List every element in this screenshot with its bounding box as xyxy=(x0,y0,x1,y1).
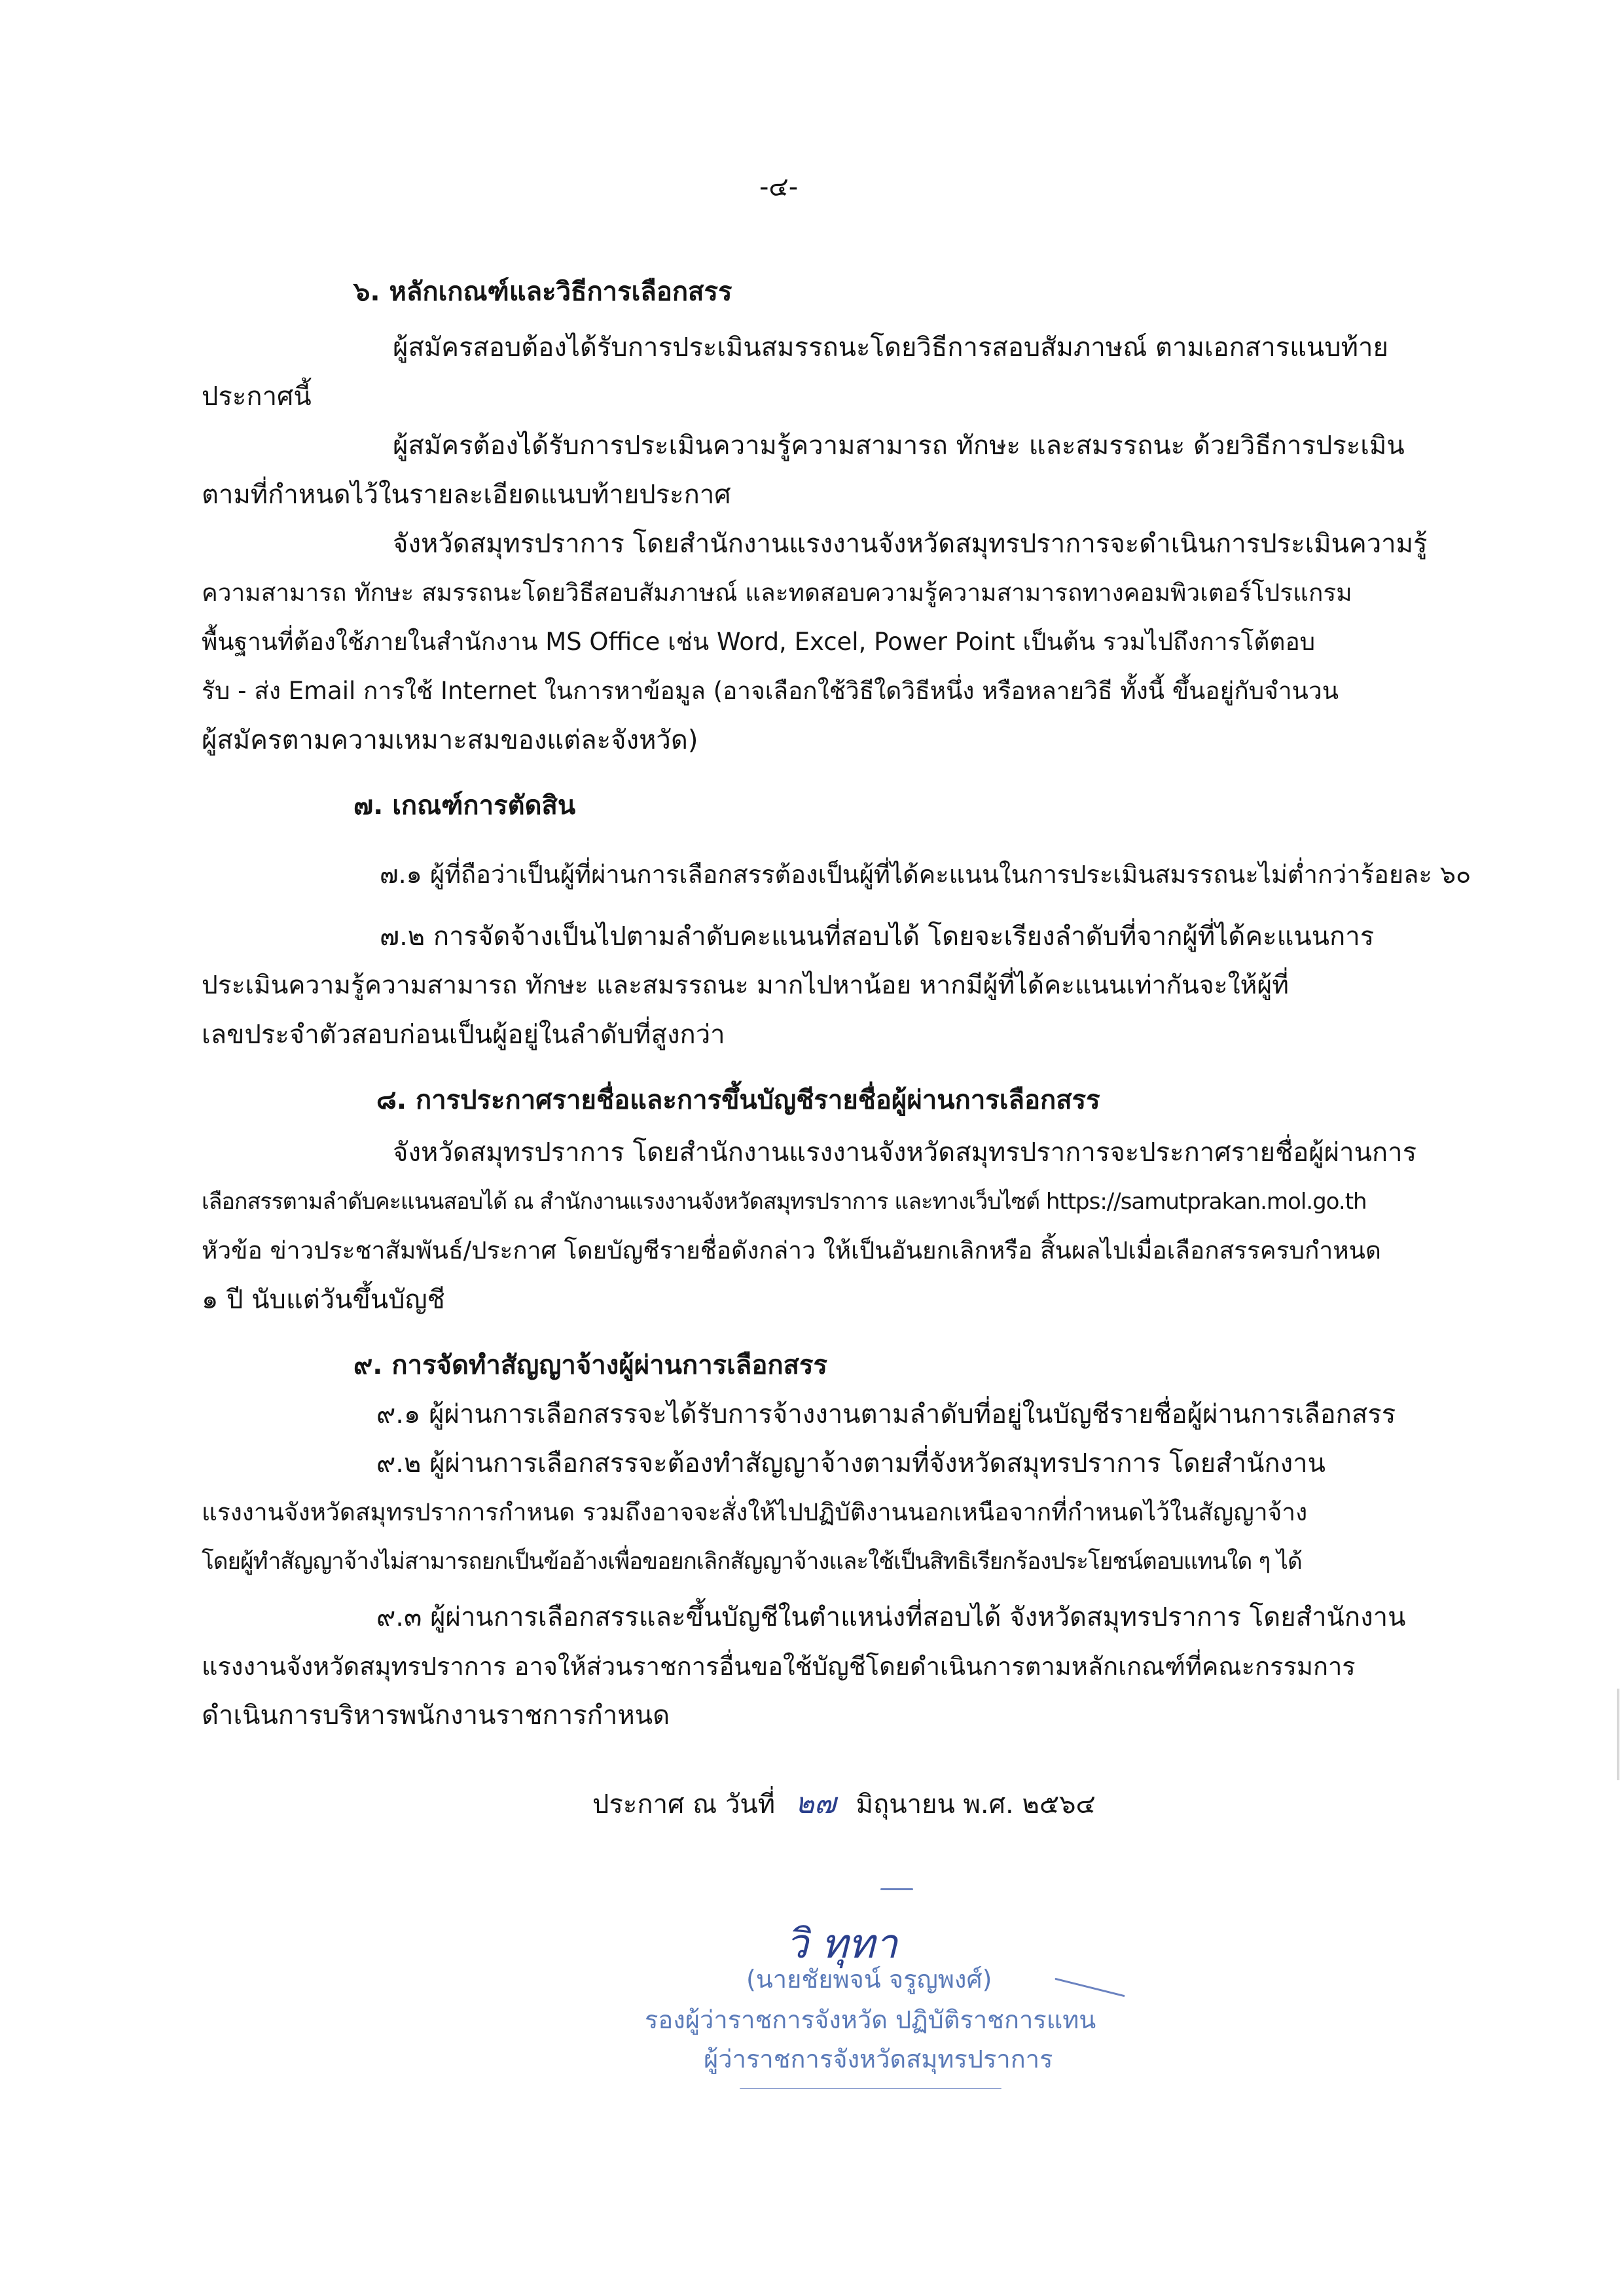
signatory-position: ผู้ว่าราชการจังหวัดสมุทรปราการ xyxy=(704,2045,1053,2073)
section8-line: ๑ ปี นับแต่วันขึ้นบัญชี xyxy=(202,1285,445,1315)
section6-line: ตามที่กำหนดไว้ในรายละเอียดแนบท้ายประกาศ xyxy=(202,480,731,510)
section6-line: จังหวัดสมุทรปราการ โดยสำนักงานแรงงานจังหวัดสมุทรปราการจะดำเนินการประเมินความรู้ xyxy=(393,529,1428,559)
section9-line: ๙.๒ ผู้ผ่านการเลือกสรรจะต้องทำสัญญาจ้างตามที่จังหวัดสมุทรปราการ โดยสำนักงาน xyxy=(376,1448,1326,1479)
section7-heading: ๗. เกณฑ์การตัดสิน xyxy=(353,791,576,821)
section6-line: พื้นฐานที่ต้องใช้ภายในสำนักงาน MS Office เช่น Word, Excel, Power Point เป็นต้น รวมไปถึงการโต้ตอบ xyxy=(202,628,1316,656)
section8-line: หัวข้อ ข่าวประชาสัมพันธ์/ประกาศ โดยบัญชีรายชื่อดังกล่าว ให้เป็นอันยกเลิกหรือ สิ้นผลไปเมื่อเลือกสรรครบกำหนด xyxy=(202,1236,1381,1265)
section7-line: ๗.๒ การจัดจ้างเป็นไปตามลำดับคะแนนที่สอบได้ โดยจะเรียงลำดับที่จากผู้ที่ได้คะแนนการ xyxy=(380,922,1375,952)
section8-heading: ๘. การประกาศรายชื่อและการขึ้นบัญชีรายชื่อผู้ผ่านการเลือกสรร xyxy=(376,1085,1100,1115)
signature-stroke xyxy=(1055,1978,1125,1998)
section9-heading: ๙. การจัดทำสัญญาจ้างผู้ผ่านการเลือกสรร xyxy=(353,1350,827,1380)
scan-edge xyxy=(1617,1689,1619,1780)
section9-line: แรงงานจังหวัดสมุทรปราการ อาจให้ส่วนราชการอื่นขอใช้บัญชีโดยดำเนินการตามหลักเกณฑ์ที่คณะกรรมการ xyxy=(202,1652,1356,1681)
signature-underline xyxy=(740,2088,1001,2089)
section8-line: จังหวัดสมุทรปราการ โดยสำนักงานแรงงานจังหวัดสมุทรปราการจะประกาศรายชื่อผู้ผ่านการ xyxy=(393,1138,1417,1168)
section6-heading: ๖. หลักเกณฑ์และวิธีการเลือกสรร xyxy=(353,277,732,307)
signature-stroke xyxy=(880,1888,913,1890)
page-number: -๔- xyxy=(759,172,799,202)
section6-line: ผู้สมัครสอบต้องได้รับการประเมินสมรรถนะโดยวิธีการสอบสัมภาษณ์ ตามเอกสารแนบท้าย xyxy=(393,332,1388,363)
announcement-prefix: ประกาศ ณ วันที่ xyxy=(592,1789,776,1820)
signature-mark: วิ ทุทา xyxy=(785,1920,898,1967)
section6-line: ประกาศนี้ xyxy=(202,382,312,412)
section8-line: เลือกสรรตามลำดับคะแนนสอบได้ ณ สำนักงานแรงงานจังหวัดสมุทรปราการ และทางเว็บไซต์ https://samutprakan.mol.go.th xyxy=(202,1189,1367,1215)
section6-line: ความสามารถ ทักษะ สมรรถนะโดยวิธีสอบสัมภาษณ์ และทดสอบความรู้ความสามารถทางคอมพิวเตอร์โปรแกรม xyxy=(202,579,1352,607)
section7-line: เลขประจำตัวสอบก่อนเป็นผู้อยู่ในลำดับที่สูงกว่า xyxy=(202,1020,725,1050)
signatory-position: รองผู้ว่าราชการจังหวัด ปฏิบัติราชการแทน xyxy=(645,2005,1096,2034)
announcement-suffix: มิถุนายน พ.ศ. ๒๕๖๔ xyxy=(856,1789,1096,1820)
section7-line: ประเมินความรู้ความสามารถ ทักษะ และสมรรถนะ มากไปหาน้อย หากมีผู้ที่ได้คะแนนเท่ากันจะให้ผู้ที่ xyxy=(202,971,1289,1000)
signatory-name: (นายชัยพจน์ จรูญพงศ์) xyxy=(746,1965,992,1994)
section9-line: ๙.๓ ผู้ผ่านการเลือกสรรและขึ้นบัญชีในตำแหน่งที่สอบได้ จังหวัดสมุทรปราการ โดยสำนักงาน xyxy=(376,1602,1406,1632)
section9-line: ๙.๑ ผู้ผ่านการเลือกสรรจะได้รับการจ้างงานตามลำดับที่อยู่ในบัญชีรายชื่อผู้ผ่านการเลือกสรร xyxy=(376,1399,1396,1429)
announcement-date xyxy=(592,1787,1096,1821)
section6-line: รับ - ส่ง Email การใช้ Internet ในการหาข้อมูล (อาจเลือกใช้วิธีใดวิธีหนึ่ง หรือหลายวิธี ทั้งนี้ ขึ้นอยู่กับจำนวน xyxy=(202,677,1339,705)
section9-line: แรงงานจังหวัดสมุทรปราการกำหนด รวมถึงอาจจะสั่งให้ไปปฏิบัติงานนอกเหนือจากที่กำหนดไว้ในสัญญาจ้าง xyxy=(202,1498,1308,1526)
section9-line: โดยผู้ทำสัญญาจ้างไม่สามารถยกเป็นข้ออ้างเพื่อขอยกเลิกสัญญาจ้างและใช้เป็นสิทธิเรียกร้องประโยชน์ตอบแทนใด ๆ ได้ xyxy=(202,1549,1302,1575)
section7-line: ๗.๑ ผู้ที่ถือว่าเป็นผู้ที่ผ่านการเลือกสรรต้องเป็นผู้ที่ได้คะแนนในการประเมินสมรรถนะไม่ต่ำกว่าร้อยละ ๖๐ xyxy=(380,860,1471,889)
announcement-day: ๒๗ xyxy=(795,1787,836,1820)
section6-line: ผู้สมัครตามความเหมาะสมของแต่ละจังหวัด) xyxy=(202,725,698,755)
section6-line: ผู้สมัครต้องได้รับการประเมินความรู้ความสามารถ ทักษะ และสมรรถนะ ด้วยวิธีการประเมิน xyxy=(393,431,1405,461)
section9-line: ดำเนินการบริหารพนักงานราชการกำหนด xyxy=(202,1700,670,1731)
